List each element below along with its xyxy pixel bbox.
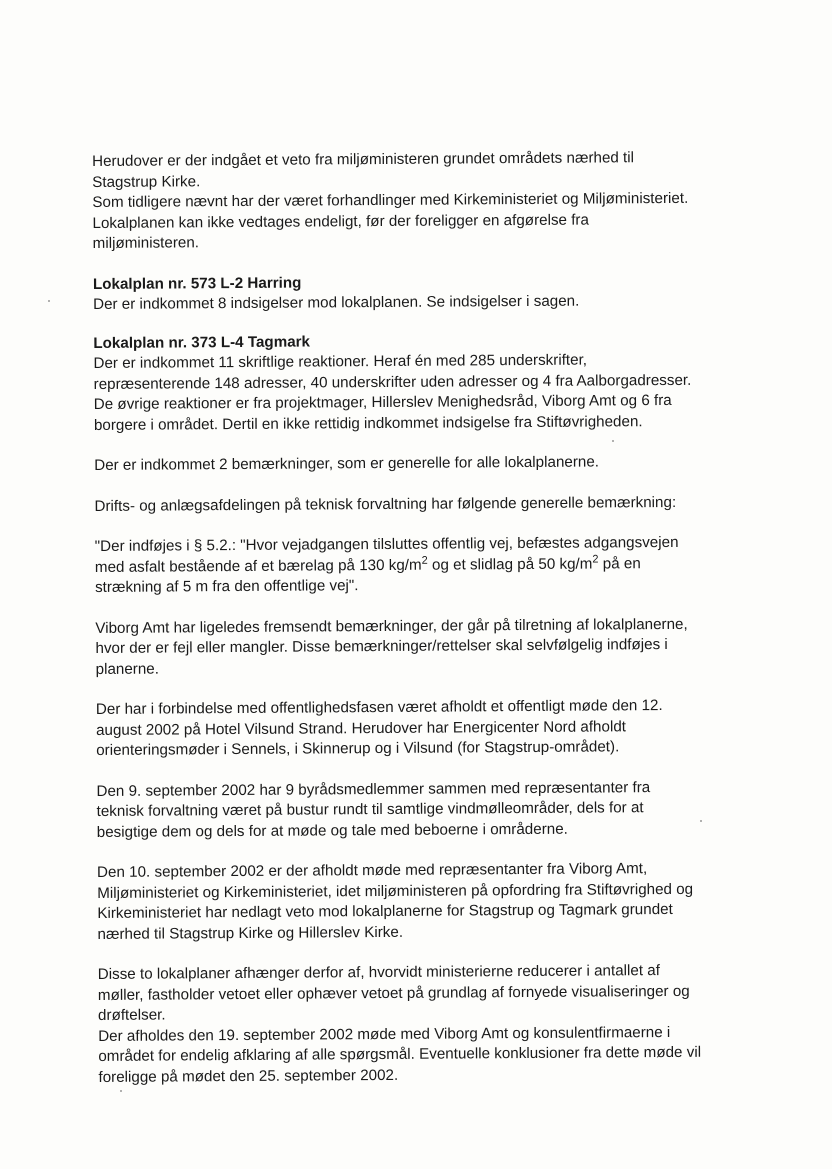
text-line: nærhed til Stagstrup Kirke og Hillerslev Kirke.	[97, 923, 404, 943]
text-line: Der har i forbindelse med offentlighedsfasen været afholdt et offentligt møde den 12.	[95, 697, 663, 718]
conclusion-paragraph	[98, 960, 759, 1088]
text-line: Der afholdes den 19. september 2002 møde med Viborg Amt og konsulentfirmaerne i	[98, 1023, 671, 1045]
meeting-viborg-paragraph	[97, 858, 758, 945]
text-line: "Der indføjes i § 5.2.: "Hvor vejadgangen tilsluttes offentlig vej, befæstes adgangsvejen	[94, 533, 679, 555]
text-line: Den 9. september 2002 har 9 byrådsmedlemmer sammen med repræsentanter fra	[96, 778, 651, 800]
superscript: 2	[592, 552, 599, 566]
text-line: Der er indkommet 11 skriftlige reaktioner. Heraf én med 285 underskrifter,	[93, 351, 588, 372]
text-line: repræsenterende 148 adresser, 40 underskrifter uden adresser og 4 fra Aalborgadresser.	[93, 371, 692, 393]
scan-speck	[612, 440, 614, 442]
section-heading-harring: Lokalplan nr. 573 L-2 Harring	[92, 274, 302, 293]
text-line: miljøministeren.	[92, 234, 200, 252]
quote-fragment: og et slidlag på 50 kg/m	[427, 555, 593, 574]
text-line: drøftelser.	[97, 1006, 166, 1024]
text-line: Miljøministeriet og Kirkeministeriet, idet miljøministeren på opfordring fra Stiftøvrighed og	[97, 880, 694, 902]
text-line: De øvrige reaktioner er fra projektmager, Hillerslev Menighedsråd, Viborg Amt og 6 fra	[93, 391, 672, 413]
text-line: området for endelig afklaring af alle spørgsmål. Eventuelle konklusioner fra dette møde vil	[98, 1043, 702, 1065]
text-line: teknisk forvaltning været på bustur rundt til samtlige vindmølleområder, dels for at	[96, 799, 644, 820]
text-line: borgere i området. Dertil en ikke rettidig indkommet indsigelse fra Stiftøvrigheden.	[93, 412, 643, 434]
scan-speck	[120, 1090, 122, 1092]
text-line: Disse to lokalplaner afhænger derfor af, hvorvidt ministerierne reducerer i antallet af	[97, 962, 661, 983]
general-remarks-paragraph: Der er indkommet 2 bemærkninger, som er generelle for alle lokalplanerne.	[94, 453, 600, 474]
scan-speck	[700, 820, 702, 822]
scan-speck	[48, 300, 50, 302]
intro-paragraph	[92, 147, 753, 254]
text-line: Lokalplanen kan ikke vedtages endeligt, før der foreligger en afgørelse fra	[92, 211, 589, 232]
quote-paragraph	[95, 532, 755, 598]
text-line: strækning af 5 m fra den offentlige vej".	[94, 577, 359, 596]
section-tagmark	[93, 329, 754, 436]
quote-fragment: på en	[598, 554, 641, 572]
document-page	[92, 147, 759, 1088]
superscript: 2	[421, 554, 428, 567]
text-line: orienteringsmøder i Sennels, i Skinnerup og i Vilsund (for Stagstrup-området).	[96, 738, 620, 759]
public-meeting-paragraph	[96, 695, 756, 761]
text-line: Kirkeministeriet har nedlagt veto mod lokalplanerne for Stagstrup og Tagmark grundet	[97, 900, 673, 922]
text-line: Stagstrup Kirke.	[92, 172, 201, 191]
viborg-amt-paragraph	[95, 614, 755, 680]
text-line: Herudover er der indgået et veto fra miljøministeren grundet områdets nærhed til	[92, 149, 635, 170]
section-heading-tagmark: Lokalplan nr. 373 L-4 Tagmark	[93, 332, 311, 352]
quote-fragment: med asfalt bestående af et bærelag på 130 kg/m	[94, 556, 422, 576]
text-line: Som tidligere nævnt har der været forhandlinger med Kirkeministeriet og Miljøministeriet.	[92, 189, 689, 211]
text-line: Viborg Amt har ligeledes fremsendt bemærkninger, der går på tilretning af lokalplanerne,	[95, 615, 688, 637]
text-line: Den 10. september 2002 er der afholdt møde med repræsentanter fra Viborg Amt,	[96, 860, 648, 881]
text-line: besigtige dem og dels for at møde og tale med beboerne i områderne.	[96, 820, 568, 841]
bus-tour-paragraph	[96, 777, 756, 843]
text-line: Der er indkommet 8 indsigelser mod lokalplanen. Se indsigelser i sagen.	[93, 292, 580, 313]
section-harring	[93, 270, 753, 316]
text-line: foreligge på mødet den 25. september 2002.	[98, 1066, 399, 1086]
text-line: møller, fastholder vetoet eller ophæver vetoet på grundlag af fornyede visualiseringer og	[97, 982, 690, 1004]
text-line: hvor der er fejl eller mangler. Disse bemærkninger/rettelser skal selvfølgelig indføjes i	[95, 635, 668, 657]
text-line: planerne.	[95, 660, 160, 678]
drifts-paragraph: Drifts- og anlægsafdelingen på teknisk forvaltning har følgende generelle bemærkning:	[94, 493, 677, 515]
text-line: august 2002 på Hotel Vilsund Strand. Herudover har Energicenter Nord afholdt	[95, 717, 627, 739]
